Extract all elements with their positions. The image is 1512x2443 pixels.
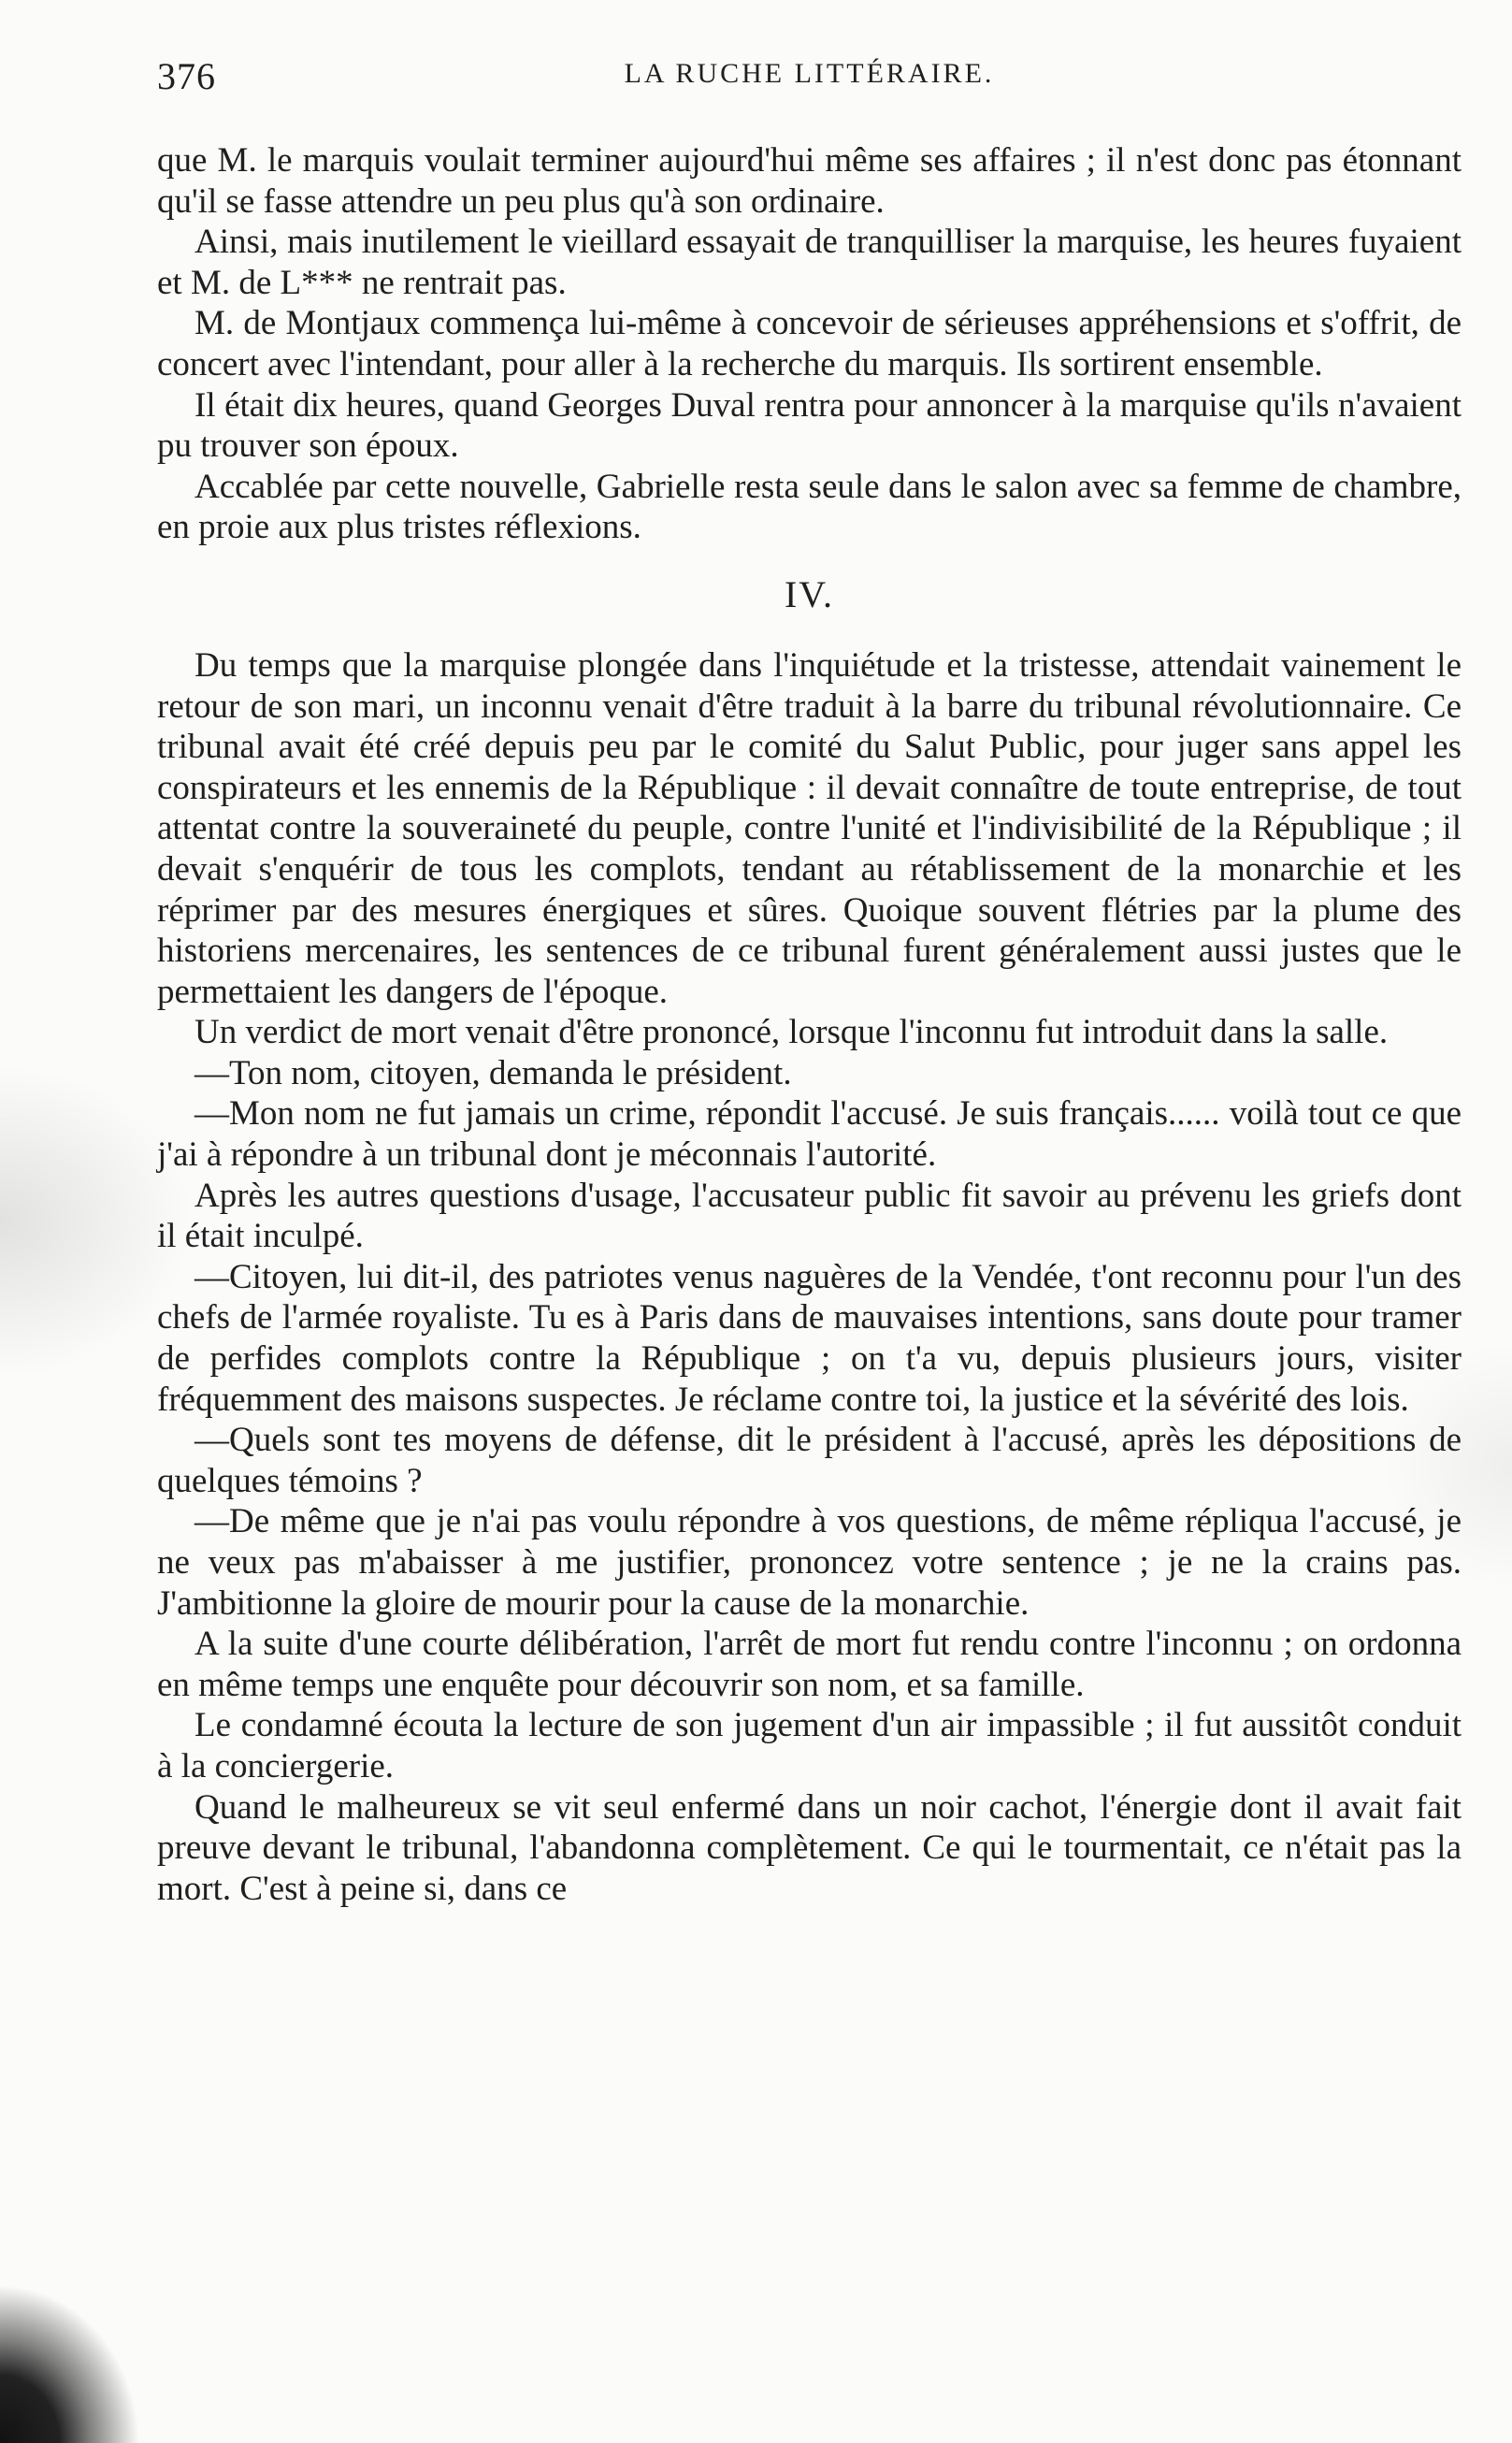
paragraph: —De même que je n'ai pas voulu répondre à vos questions, de même répliqua l'accusé, je ne veux pas m'abaisser à me justifier, prononcez votre sentence ; je ne la crains pas. J'ambitionne la gloire de mourir pour la cause de la monarchie. [157, 1502, 1462, 1623]
paragraph: Il était dix heures, quand Georges Duval rentra pour annoncer à la marquise qu'ils n'avaient pu trouver son époux. [157, 385, 1462, 466]
paragraph: Quand le malheureux se vit seul enfermé dans un noir cachot, l'énergie dont il avait fait preuve devant le tribunal, l'abandonna complètement. Ce qui le tourmentait, ce n'était pas la mort. C'est à peine si, dans ce [157, 1787, 1462, 1908]
paragraph: —Ton nom, citoyen, demanda le président. [194, 1053, 792, 1092]
paragraph: —Citoyen, lui dit-il, des patriotes venus naguères de la Vendée, t'ont reconnu pour l'un des chefs de l'armée royaliste. Tu es à Paris dans de mauvaises intentions, sans doute pour tramer de perfides complots contre la République ; on t'a vu, depuis plusieurs jours, visiter fréquemment des maisons suspectes. Je réclame contre toi, la justice et la sévérité des lois. [157, 1257, 1462, 1419]
page-number: 376 [157, 55, 216, 97]
paragraph: Du temps que la marquise plongée dans l'inquiétude et la tristesse, attendait vainement le retour de son mari, un inconnu venait d'être traduit à la barre du tribunal révolutionnaire. Ce tribunal avait été créé depuis peu par le comité du Salut Public, pour juger sans appel les conspirateurs et les ennemis de la République : il devait connaître de toute entreprise, de tout attentat contre la souveraineté du peuple, contre l'unité et l'indivisibilité de la République ; il devait s'enquérir de tous les complots, tendant au rétablissement de la monarchie et les réprimer par des mesures énergiques et sûres. Quoique souvent flétries par la plume des historiens mercenaires, les sentences de ce tribunal furent généralement aussi justes que le permettaient les dangers de l'époque. [157, 645, 1462, 1011]
paragraph: Accablée par cette nouvelle, Gabrielle resta seule dans le salon avec sa femme de chambre, en proie aux plus tristes réflexions. [157, 467, 1462, 547]
paragraph: Un verdict de mort venait d'être prononcé, lorsque l'inconnu fut introduit dans la salle. [194, 1013, 1389, 1052]
paragraph: M. de Montjaux commença lui-même à concevoir de sérieuses appréhensions et s'offrit, de concert avec l'intendant, pour aller à la recherche du marquis. Ils sortirent ensemble. [157, 304, 1462, 383]
section-heading: IV. [784, 572, 835, 615]
paragraph: Après les autres questions d'usage, l'accusateur public fit savoir au prévenu les griefs dont il était inculpé. [157, 1176, 1462, 1256]
scan-smudge [0, 2284, 140, 2443]
paragraph: —Quels sont tes moyens de défense, dit le président à l'accusé, après les dépositions de quelques témoins ? [157, 1421, 1462, 1500]
paragraph: que M. le marquis voulait terminer aujourd'hui même ses affaires ; il n'est donc pas étonnant qu'il se fasse attendre un peu plus qu'à son ordinaire. [157, 141, 1462, 221]
paragraph: A la suite d'une courte délibération, l'arrêt de mort fut rendu contre l'inconnu ; on ordonna en même temps une enquête pour découvrir son nom, et sa famille. [157, 1625, 1462, 1704]
paragraph: Le condamné écouta la lecture de son jugement d'un air impassible ; il fut aussitôt conduit à la conciergerie. [157, 1706, 1462, 1785]
page-header [157, 54, 1462, 110]
paragraph: Ainsi, mais inutilement le vieillard essayait de tranquilliser la marquise, les heures fuyaient et M. de L*** ne rentrait pas. [157, 223, 1462, 302]
running-title: LA RUCHE LITTÉRAIRE. [624, 58, 995, 89]
body-text [157, 140, 1462, 1909]
paragraph: —Mon nom ne fut jamais un crime, répondit l'accusé. Je suis français...... voilà tout ce que j'ai à répondre à un tribunal dont je méconnais l'autorité. [157, 1094, 1462, 1175]
